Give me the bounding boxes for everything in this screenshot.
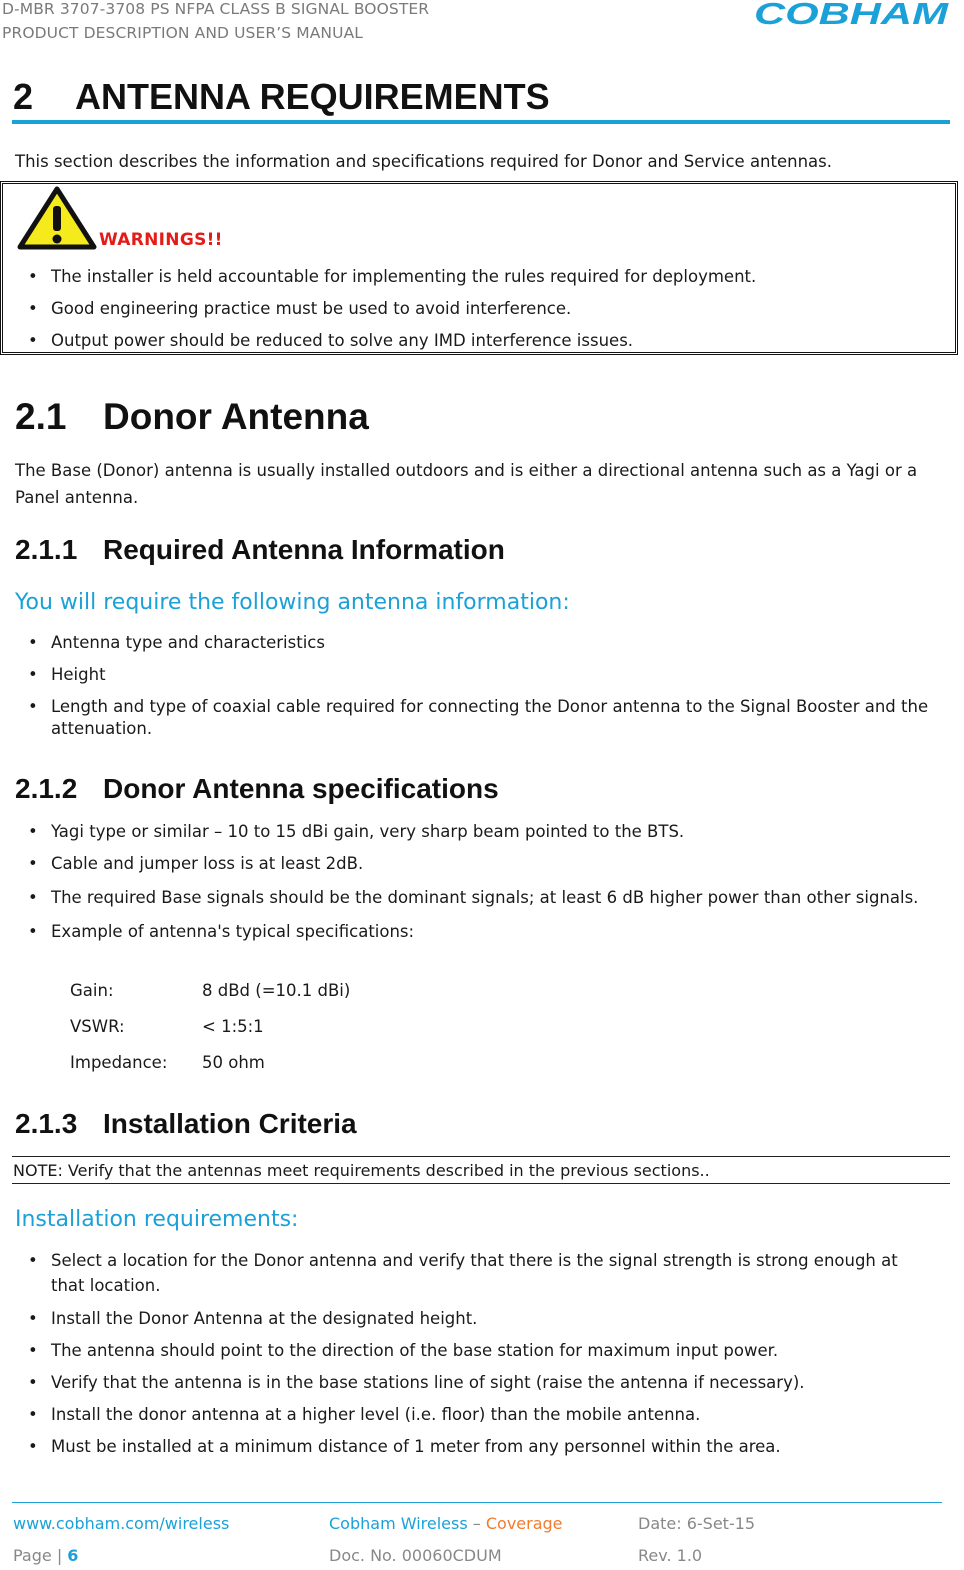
cobham-logo bbox=[754, 0, 950, 28]
warning-item: • Good engineering practice must be used to avoid interference. bbox=[28, 298, 756, 320]
footer-doc-number: Doc. No. 00060CDUM bbox=[329, 1546, 502, 1565]
warning-item: • The installer is held accountable for implementing the rules required for deployment. bbox=[28, 266, 756, 288]
required-info-list bbox=[28, 632, 954, 740]
donor-spec-list bbox=[28, 821, 954, 943]
section-heading-2: 2 ANTENNA REQUIREMENTS bbox=[13, 76, 550, 117]
warning-list bbox=[28, 266, 756, 352]
note-text: NOTE: Verify that the antennas meet requirements described in the previous sections.. bbox=[13, 1161, 710, 1180]
footer-page: Page | 6 bbox=[13, 1546, 79, 1565]
list-item: • Yagi type or similar – 10 to 15 dBi gain, very sharp beam pointed to the BTS. bbox=[28, 821, 954, 843]
list-item: • Must be installed at a minimum distance of 1 meter from any personnel within the area. bbox=[28, 1436, 908, 1458]
header-title-line1: D-MBR 3707-3708 PS NFPA CLASS B SIGNAL BOOSTER bbox=[2, 0, 430, 18]
warning-triangle-icon bbox=[17, 186, 97, 250]
list-item: • Install the donor antenna at a higher level (i.e. floor) than the mobile antenna. bbox=[28, 1404, 908, 1426]
header-title-line2: PRODUCT DESCRIPTION AND USER’S MANUAL bbox=[2, 24, 364, 42]
spec-row-gain: Gain: 8 dBd (=10.1 dBi) bbox=[70, 981, 351, 1000]
list-item: • Length and type of coaxial cable required for connecting the Donor antenna to the Signal Booster and the attenuation. bbox=[28, 696, 954, 740]
list-item: • The antenna should point to the direction of the base station for maximum input power. bbox=[28, 1340, 908, 1362]
section-intro: This section describes the information and specifications required for Donor and Service antennas. bbox=[15, 152, 833, 171]
footer-rule bbox=[12, 1502, 942, 1503]
heading-rule bbox=[12, 120, 950, 124]
list-item: • Antenna type and characteristics bbox=[28, 632, 954, 654]
section-heading-2-1-1: 2.1.1 Required Antenna Information bbox=[15, 534, 505, 565]
list-item: • Select a location for the Donor antenna and verify that there is the signal strength is strong enough at that location. bbox=[28, 1248, 908, 1298]
footer-date: Date: 6-Set-15 bbox=[638, 1514, 756, 1533]
list-item: • Install the Donor Antenna at the designated height. bbox=[28, 1308, 908, 1330]
footer-revision: Rev. 1.0 bbox=[638, 1546, 703, 1565]
donor-antenna-paragraph: The Base (Donor) antenna is usually installed outdoors and is either a directional antenna such as a Yagi or a Panel antenna. bbox=[15, 461, 918, 507]
section-heading-2-1: 2.1 Donor Antenna bbox=[15, 396, 369, 437]
spec-row-impedance: Impedance: 50 ohm bbox=[70, 1053, 265, 1072]
spec-row-vswr: VSWR: < 1:5:1 bbox=[70, 1017, 264, 1036]
section-heading-2-1-3: 2.1.3 Installation Criteria bbox=[15, 1108, 357, 1139]
footer-website-link[interactable]: www.cobham.com/wireless bbox=[13, 1514, 230, 1533]
list-item: • Example of antenna's typical specifications: bbox=[28, 921, 954, 943]
footer-company: Cobham Wireless – Coverage bbox=[329, 1514, 563, 1533]
list-item: • The required Base signals should be the dominant signals; at least 6 dB higher power than other signals. bbox=[28, 885, 954, 911]
installation-subhead: Installation requirements: bbox=[15, 1207, 299, 1232]
installation-list bbox=[28, 1248, 908, 1458]
warning-item: • Output power should be reduced to solve any IMD interference issues. bbox=[28, 330, 756, 352]
logo-text: COBHAM bbox=[754, 0, 950, 28]
section-heading-2-1-2: 2.1.2 Donor Antenna specifications bbox=[15, 773, 499, 804]
list-item: • Verify that the antenna is in the base stations line of sight (raise the antenna if necessary). bbox=[28, 1372, 908, 1394]
list-item: • Height bbox=[28, 664, 954, 686]
required-info-subhead: You will require the following antenna information: bbox=[15, 590, 570, 615]
list-item: • Cable and jumper loss is at least 2dB. bbox=[28, 853, 954, 875]
warning-title: WARNINGS!! bbox=[99, 230, 223, 250]
